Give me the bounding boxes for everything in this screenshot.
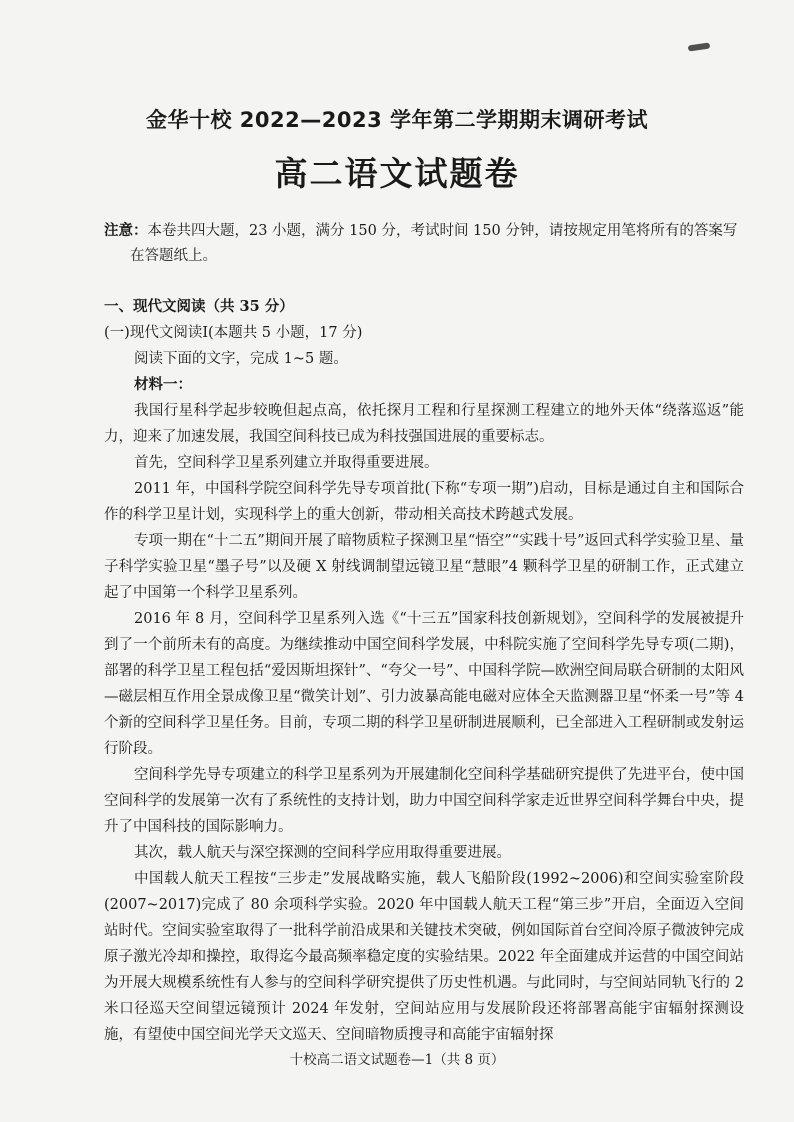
paragraph: 2011 年，中国科学院空间科学先导专项首批(下称“专项一期”)启动，目标是通过自主和国际合作的科学卫星计划，实现科学上的重大创新，带动相关高技术跨越式发展。 — [104, 481, 744, 523]
paragraph: 2016 年 8 月，空间科学卫星系列入选《“十三五”国家科技创新规划》，空间科学的发展被提升到了一个前所未有的高度。为继续推动中国空间科学发展，中科院实施了空间科学先导专项(二期)，部署的科学卫星工程包括“爱因斯坦探针”、“夸父一号”、中国科学院—欧洲空间局联合研制的太阳风—磁层相互作用全景成像卫星“微笑计划”、引力波暴高能电磁对应体全天监测器卫星“怀柔一号”等 4 个新的空间科学卫星任务。目前，专项二期的科学卫星研制进展顺利，已全部进入工程研制或发射运行阶段。 — [104, 611, 744, 757]
notice — [104, 218, 744, 269]
notice-text-line1: 本卷共四大题，23 小题，满分 150 分，考试时间 150 分钟，请按规定用笔将所有的答案写 — [147, 223, 738, 239]
reading-section — [104, 294, 744, 1048]
paragraph: 其次，载人航天与深空探测的空间科学应用取得重要进展。 — [134, 845, 511, 861]
paragraph: 空间科学先导专项建立的科学卫星系列为开展建制化空间科学基础研究提供了先进平台，使中国空间科学的发展第一次有了系统性的支持计划，助力中国空间科学家走近世界空间科学舞台中央，提升了中国科技的国际影响力。 — [104, 767, 744, 835]
reading-instruction: 阅读下面的文字，完成 1~5 题。 — [134, 351, 348, 367]
section-heading: 一、现代文阅读（共 35 分） — [104, 298, 294, 315]
material-label: 材料一： — [134, 376, 192, 393]
paragraph: 专项一期在“十二五”期间开展了暗物质粒子探测卫星“悟空”“实践十号”返回式科学实验卫星、量子科学实验卫星“墨子号”以及硬 X 射线调制望远镜卫星“慧眼”4 颗科学卫星的研制工作，正式建立起了中国第一个科学卫星系列。 — [104, 533, 744, 601]
paragraph: 首先，空间科学卫星系列建立并取得重要进展。 — [134, 455, 439, 471]
paper-title: 高二语文试题卷 — [274, 154, 520, 193]
paragraph: 中国载人航天工程按“三步走”发展战略实施，载人飞船阶段(1992~2006)和空间实验室阶段(2007~2017)完成了 80 余项科学实验。2020 年中国载人航天工程“第三步”开启，全面迈入空间站时代。空间实验室取得了一批科学前沿成果和关键技术突破，例如国际首台空间冷原子微波钟完成原子激光冷却和操控，取得迄今最高频率稳定度的实验结果。2022 年全面建成并运营的中国空间站为开展大规模系统性有人参与的空间科学研究提供了历史性机遇。与此同时，与空间站同轨飞行的 2 米口径巡天空间望远镜预计 2024 年发射，空间站应用与发展阶段还将部署高能宇宙辐射探测设施，有望使中国空间光学天文巡天、空间暗物质搜寻和高能宇宙辐射探 — [104, 871, 744, 1043]
exam-title: 金华十校 2022—2023 学年第二学期期末调研考试 — [145, 108, 648, 132]
paragraph: 我国行星科学起步较晚但起点高，依托探月工程和行星探测工程建立的地外天体“绕落巡返”能力，迎来了加速发展，我国空间科技已成为科技强国进展的重要标志。 — [104, 403, 744, 445]
scan-mark — [688, 42, 711, 51]
page-footer: 十校高二语文试题卷—1（共 8 页） — [289, 1052, 505, 1068]
sub-section-heading: (一)现代文阅读Ⅰ(本题共 5 小题，17 分) — [104, 325, 363, 341]
notice-text-line2: 在答题纸上。 — [130, 248, 217, 264]
notice-label: 注意： — [104, 222, 148, 239]
